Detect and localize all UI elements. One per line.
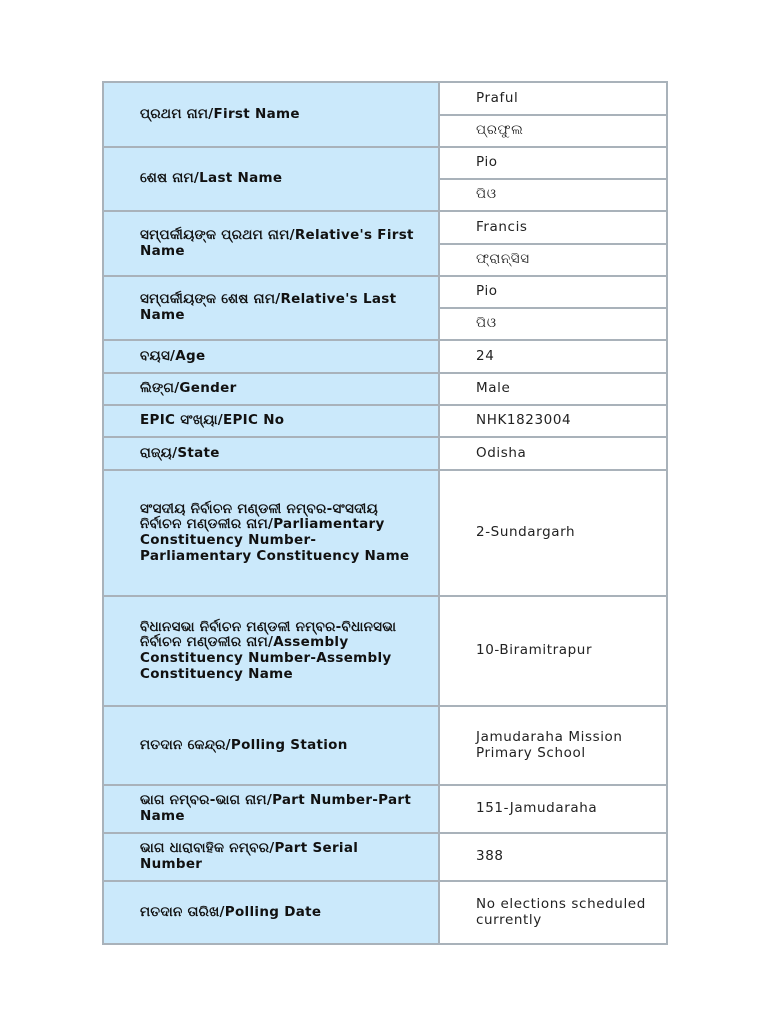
last-name-odia-value: ପିଓ xyxy=(439,179,667,211)
gender-label: ଲିଙ୍ଗ/Gender xyxy=(103,373,439,405)
relative-first-name-english-value: Francis xyxy=(439,211,667,244)
table-row xyxy=(103,276,667,308)
polling-station-label: ମତଦାନ କେନ୍ଦ୍ର/Polling Station xyxy=(103,706,439,785)
relative-last-name-label: ସମ୍ପର୍କୀୟଙ୍କ ଶେଷ ନାମ/Relative's Last Name xyxy=(103,276,439,340)
table-row xyxy=(103,785,667,833)
relative-last-name-odia-value: ପିଓ xyxy=(439,308,667,340)
state-value: Odisha xyxy=(439,437,667,470)
relative-last-name-english-value: Pio xyxy=(439,276,667,308)
part-serial-number-label: ଭାଗ ଧାରାବାହିକ ନମ୍ବର/Part Serial Number xyxy=(103,833,439,881)
last-name-english-value: Pio xyxy=(439,147,667,179)
parliamentary-constituency-value: 2-Sundargarh xyxy=(439,470,667,596)
table-row xyxy=(103,147,667,179)
table-row xyxy=(103,82,667,115)
age-label: ବୟସ/Age xyxy=(103,340,439,373)
table-row xyxy=(103,437,667,470)
table-row xyxy=(103,373,667,405)
part-serial-number-value: 388 xyxy=(439,833,667,881)
assembly-constituency-value: 10-Biramitrapur xyxy=(439,596,667,706)
table-row xyxy=(103,340,667,373)
polling-date-label: ମତଦାନ ତାରିଖ/Polling Date xyxy=(103,881,439,944)
age-value: 24 xyxy=(439,340,667,373)
assembly-constituency-label: ବିଧାନସଭା ନିର୍ବାଚନ ମଣ୍ଡଳୀ ନମ୍ବର-ବିଧାନସଭା ନିର୍ବାଚନ ମଣ୍ଡଳୀର ନାମ/Assembly Constituency Number-Assembly Constituency Name xyxy=(103,596,439,706)
table-row xyxy=(103,706,667,785)
part-number-label: ଭାଗ ନମ୍ବର-ଭାଗ ନାମ/Part Number-Part Name xyxy=(103,785,439,833)
relative-first-name-label: ସମ୍ପର୍କୀୟଙ୍କ ପ୍ରଥମ ନାମ/Relative's First Name xyxy=(103,211,439,276)
table-row xyxy=(103,596,667,706)
relative-first-name-odia-value: ଫ୍ରାନ୍ସିସ xyxy=(439,244,667,276)
parliamentary-constituency-label: ସଂସଦୀୟ ନିର୍ବାଚନ ମଣ୍ଡଳୀ ନମ୍ବର-ସଂସଦୀୟ ନିର୍ବାଚନ ମଣ୍ଡଳୀର ନାମ/Parliamentary Constituency Number-Parliamentary Constituency Name xyxy=(103,470,439,596)
table-row xyxy=(103,405,667,437)
table-row xyxy=(103,470,667,596)
polling-station-value: Jamudaraha Mission Primary School xyxy=(439,706,667,785)
voter-details-table xyxy=(102,81,668,945)
table-row xyxy=(103,211,667,244)
polling-date-value: No elections scheduled currently xyxy=(439,881,667,944)
last-name-label: ଶେଷ ନାମ/Last Name xyxy=(103,147,439,211)
first-name-odia-value: ପ୍ରଫୁଲ xyxy=(439,115,667,147)
table-row xyxy=(103,881,667,944)
table-row xyxy=(103,833,667,881)
part-number-value: 151-Jamudaraha xyxy=(439,785,667,833)
first-name-label: ପ୍ରଥମ ନାମ/First Name xyxy=(103,82,439,147)
gender-value: Male xyxy=(439,373,667,405)
epic-number-label: EPIC ସଂଖ୍ୟା/EPIC No xyxy=(103,405,439,437)
state-label: ରାଜ୍ୟ/State xyxy=(103,437,439,470)
epic-number-value: NHK1823004 xyxy=(439,405,667,437)
first-name-english-value: Praful xyxy=(439,82,667,115)
